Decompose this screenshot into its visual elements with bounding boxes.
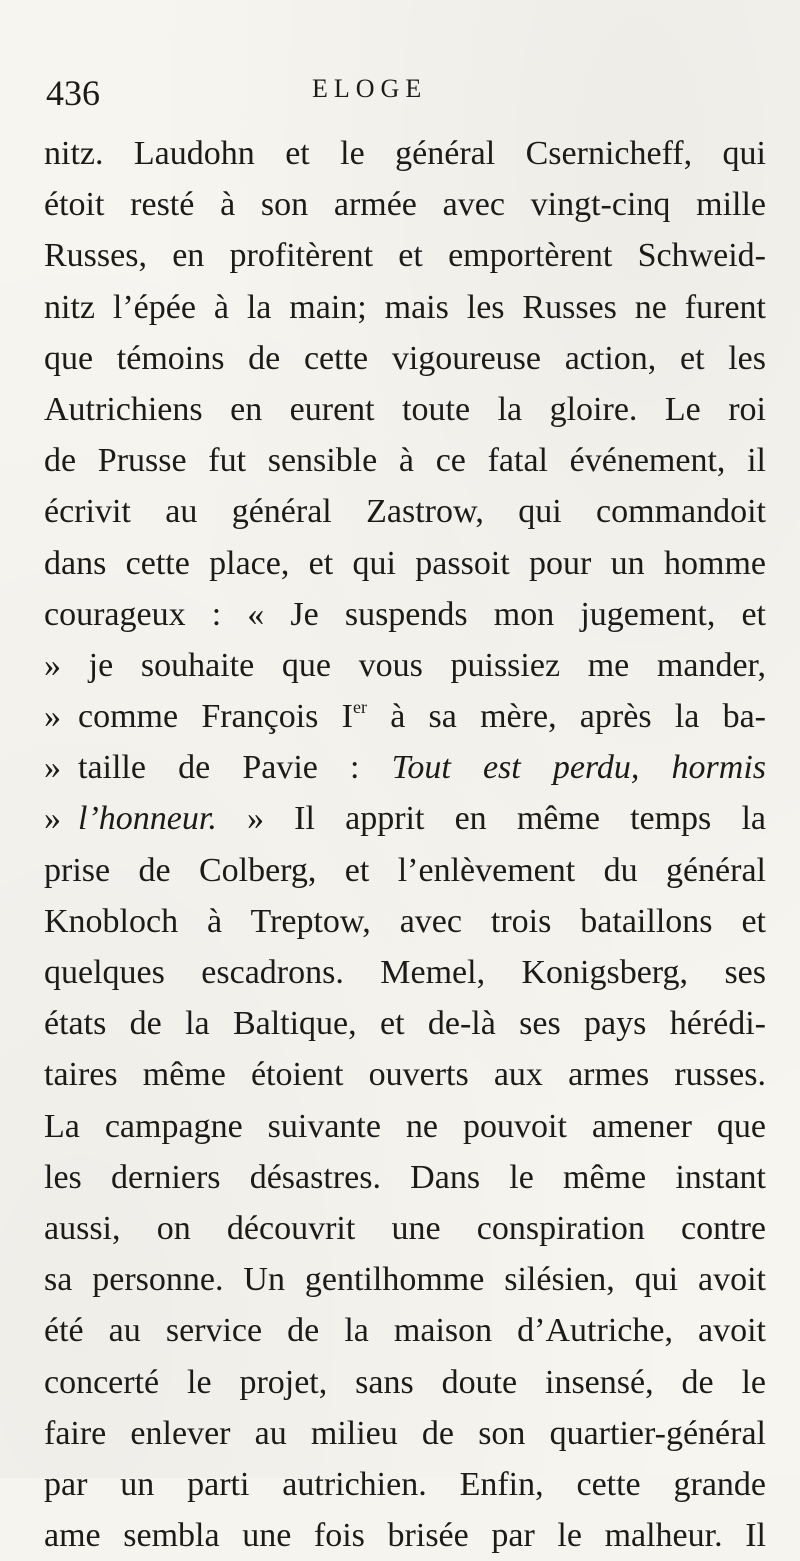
- page-number: 436: [46, 73, 100, 113]
- text-line: été au service de la maison d’Autriche, avoit: [44, 1312, 766, 1350]
- text-line: faire enlever au milieu de son quartier-général: [44, 1414, 766, 1452]
- line-fragment: comme François I: [78, 698, 353, 736]
- text-line: les derniers désastres. Dans le même instant: [44, 1158, 766, 1196]
- page-header: [40, 70, 770, 120]
- line-fragment: à sa mère, après la ba-: [366, 698, 766, 736]
- quote-mark: »: [44, 800, 61, 838]
- text-line: Autrichiens en eurent toute la gloire. Le roi: [44, 390, 766, 428]
- running-title: ELOGE: [312, 74, 428, 103]
- text-line: courageux : « Je suspends mon jugement, et: [44, 595, 766, 633]
- text-line: Russes, en profitèrent et emportèrent Schweid-: [44, 237, 766, 275]
- text-line: états de la Baltique, et de-là ses pays hérédi-: [44, 1005, 766, 1043]
- text-line: écrivit au général Zastrow, qui commandoit: [44, 493, 766, 531]
- text-line: sa personne. Un gentilhomme silésien, qui avoit: [44, 1261, 766, 1299]
- text-line: quelques escadrons. Memel, Konigsberg, ses: [44, 954, 766, 991]
- text-line: étoit resté à son armée avec vingt-cinq mille: [44, 186, 766, 224]
- text-line: nitz l’épée à la main; mais les Russes ne furent: [44, 288, 766, 326]
- text-line: aussi, on découvrit une conspiration contre: [44, 1209, 766, 1247]
- body-text: [44, 128, 766, 1561]
- italic-fragment: Tout est perdu, hormis: [391, 749, 766, 787]
- text-line: La campagne suivante ne pouvoit amener que: [44, 1107, 766, 1145]
- text-line: nitz. Laudohn et le général Csernicheff, qui: [44, 135, 766, 172]
- text-line-with-italic: [44, 793, 766, 844]
- line-fragment: » Il apprit en même temps la: [216, 800, 766, 838]
- text-line: dans cette place, et qui passoit pour un homme: [44, 544, 766, 582]
- text-line: que témoins de cette vigoureuse action, et les: [44, 339, 766, 377]
- text-line: taires même étoient ouverts aux armes russes.: [44, 1056, 766, 1094]
- text-line-with-italic: [44, 742, 766, 793]
- text-line: de Prusse fut sensible à ce fatal événement, il: [44, 442, 766, 480]
- text-line: Knobloch à Treptow, avec trois bataillons et: [44, 902, 766, 940]
- text-line: par un parti autrichien. Enfin, cette grande: [44, 1465, 766, 1503]
- text-line: » je souhaite que vous puissiez me mander,: [44, 646, 766, 684]
- text-line-with-superscript: [44, 691, 766, 742]
- superscript: er: [352, 697, 367, 718]
- text-line: concerté le projet, sans doute insensé, de le: [44, 1363, 766, 1401]
- italic-fragment: l’honneur.: [78, 800, 217, 838]
- quote-mark: »: [44, 698, 61, 736]
- quote-mark: »: [44, 749, 61, 787]
- text-line: ame sembla une fois brisée par le malheur. Il: [44, 1517, 766, 1555]
- text-line: prise de Colberg, et l’enlèvement du général: [44, 851, 766, 889]
- line-fragment: taille de Pavie :: [78, 749, 392, 787]
